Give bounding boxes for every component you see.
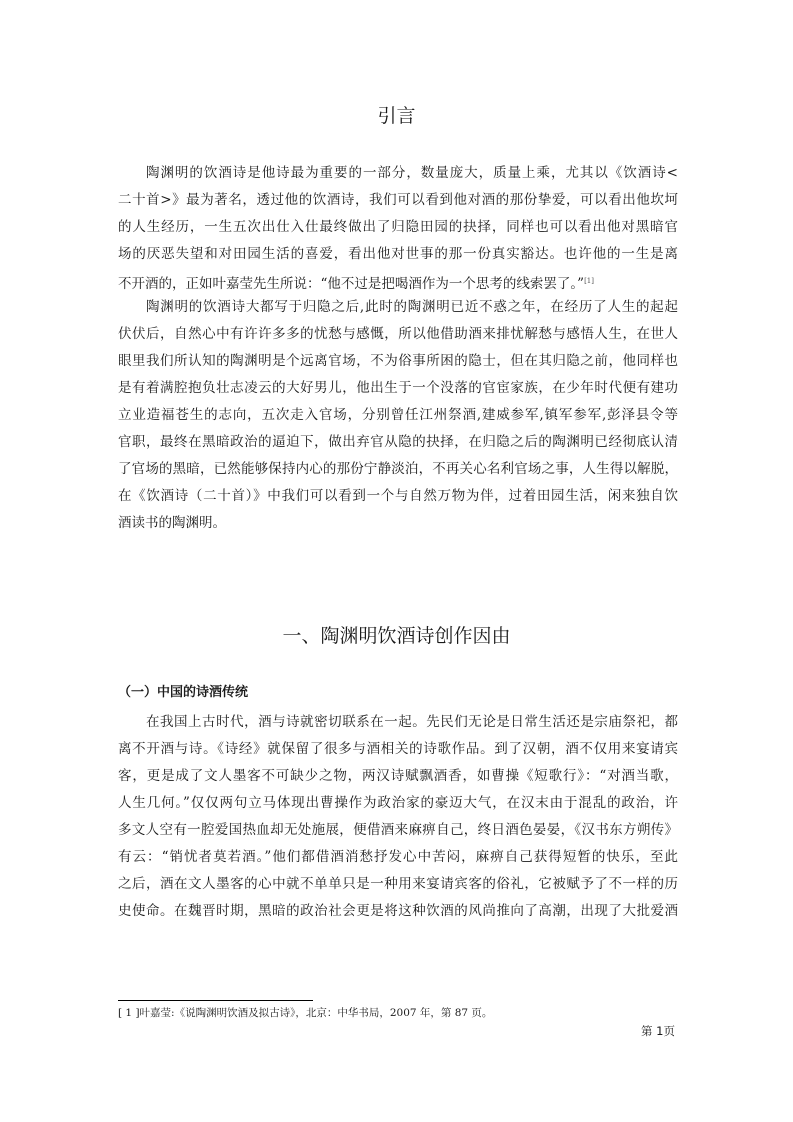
text-line: 客，更是成了文人墨客不可缺少之物，两汉诗赋飘酒香，如曹操《短歌行》：“对酒当歌， [118, 768, 678, 784]
subsection-heading: （一）中国的诗酒传统 [118, 685, 249, 700]
text-line: 之后，酒在文人墨客的心中就不单单只是一种用来宴请宾客的俗礼，它被赋予了不一样的历 [118, 876, 678, 892]
text-line: 有云：“销忧者莫若酒。”他们都借酒消愁抒发心中苦闷，麻痹自己获得短暂的快乐，至此 [118, 849, 678, 865]
text-line: 立业造福苍生的志向，五次走入官场，分别曾任江州祭酒,建威参军,镇军参军,彭泽县令等 [118, 407, 678, 423]
text-line: 伏伏后，自然心中有许许多多的忧愁与感慨，所以他借助酒来排忧解愁与感悟人生，在世人 [118, 326, 678, 342]
text-line: 酒读书的陶渊明。 [118, 515, 226, 531]
text-line: 在《饮酒诗（二十首）》中我们可以看到一个与自然万物为伴，过着田园生活，闲来独自饮 [118, 488, 678, 504]
footnote: [ 1 ]叶嘉莹:《说陶渊明饮酒及拟古诗》，北京：中华书局，2007 年，第 87 页。 [118, 1007, 493, 1019]
text-line: 人生几何。”仅仅两句立马体现出曹操作为政治家的豪迈大气，在汉末由于混乱的政治，许 [118, 795, 678, 811]
text-line: 多文人空有一腔爱国热血却无处施展，便借酒来麻痹自己，终日酒色晏晏，《汉书东方朔传》 [118, 822, 678, 838]
text-line: 在我国上古时代，酒与诗就密切联系在一起。先民们无论是日常生活还是宗庙祭祀，都 [146, 714, 678, 730]
text-line: 官职，最终在黑暗政治的逼迫下，做出弃官从隐的抉择，在归隐之后的陶渊明已经彻底认清 [118, 434, 678, 450]
text-line: 二十首>》最为著名，透过他的饮酒诗，我们可以看到他对酒的那份挚爱，可以看出他坎坷 [118, 192, 678, 208]
text-line: 陶渊明的饮酒诗大都写于归隐之后,此时的陶渊明已近不惑之年，在经历了人生的起起 [146, 299, 678, 315]
text-line: 场的厌恶失望和对田园生活的喜爱，看出他对世事的那一份真实豁达。也许他的一生是离 [118, 246, 678, 262]
text-line-with-footnote [118, 268, 678, 295]
section-heading: 一、陶渊明饮酒诗创作因由 [282, 625, 511, 647]
footnote-divider [118, 1000, 313, 1001]
page-title: 引言 [377, 105, 416, 127]
text-line-content: 不开酒的，正如叶嘉莹先生所说：“他不过是把喝酒作为一个思考的线索罢了。” [118, 276, 585, 292]
intro-paragraph-2 [118, 294, 678, 537]
text-line: 陶渊明的饮酒诗是他诗最为重要的一部分，数量庞大，质量上乘，尤其以《饮酒诗< [146, 165, 678, 181]
footnote-reference[interactable]: [1] [584, 277, 594, 285]
text-line: 离不开酒与诗。《诗经》就保留了很多与酒相关的诗歌作品。到了汉朝，酒不仅用来宴请宾 [118, 741, 678, 757]
text-line: 的人生经历，一生五次出仕入仕最终做出了归隐田园的抉择，同样也可以看出他对黑暗官 [118, 219, 678, 235]
intro-paragraph-1 [118, 160, 678, 295]
page-number: 第 1页 [641, 1024, 675, 1038]
text-line: 是有着满腔抱负壮志凌云的大好男儿，他出生于一个没落的官宦家族，在少年时代便有建功 [118, 380, 678, 396]
text-line: 了官场的黑暗，已然能够保持内心的那份宁静淡泊，不再关心名利官场之事，人生得以解脱， [118, 461, 678, 477]
text-line: 眼里我们所认知的陶渊明是个远离官场，不为俗事所困的隐士，但在其归隐之前，他同样也 [118, 353, 678, 369]
section-paragraph-1 [118, 709, 678, 925]
text-line: 史使命。在魏晋时期，黑暗的政治社会更是将这种饮酒的风尚推向了高潮，出现了大批爱酒 [118, 903, 678, 919]
